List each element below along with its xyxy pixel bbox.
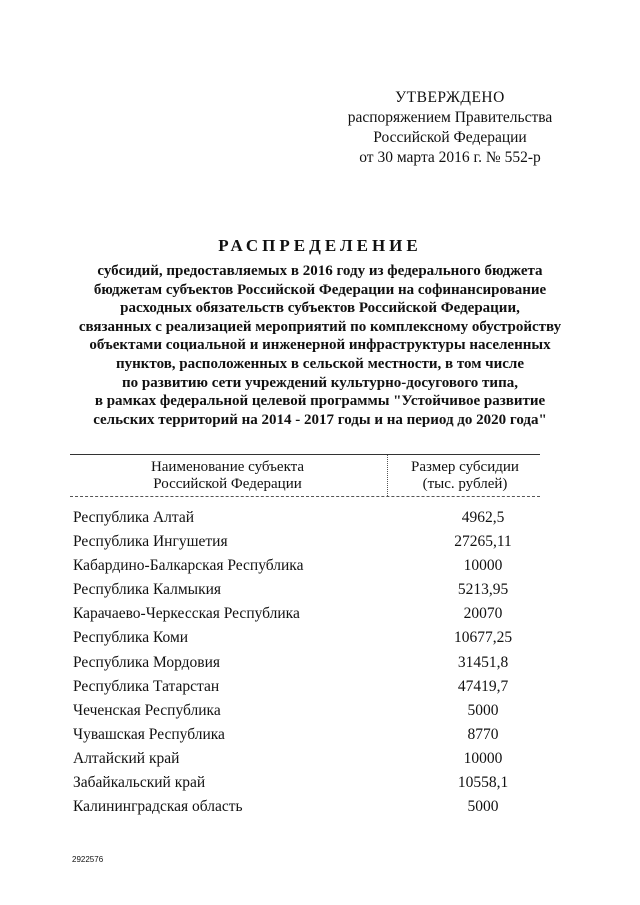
header-amount-line-2: (тыс. рублей)	[422, 476, 508, 492]
subtitle-line: субсидий, предоставляемых в 2016 году из федерального бюджета	[97, 263, 543, 279]
table-header	[70, 454, 540, 497]
table-row	[73, 533, 543, 557]
column-divider	[387, 455, 389, 496]
subsidy-amount: 47419,7	[457, 677, 509, 695]
subsidy-amount: 10000	[463, 749, 503, 767]
subtitle-line: расходных обязательств субъектов Российской Федерации,	[120, 300, 520, 317]
subsidy-amount: 8770	[467, 725, 499, 743]
subject-name: Забайкальский край	[73, 774, 206, 792]
footer-code: 2922576	[72, 855, 104, 864]
table-row	[73, 581, 543, 605]
header-amount-line-1: Размер субсидии	[411, 459, 519, 475]
subsidy-amount: 5000	[467, 701, 499, 719]
approval-line-2: Российской Федерации	[373, 129, 527, 146]
header-subject-line-1: Наименование субъекта	[150, 459, 305, 475]
table-row	[73, 605, 543, 629]
subtitle-line: сельских территорий на 2014 - 2017 годы и на период до 2020 года"	[93, 411, 547, 428]
subject-name: Кабардино-Балкарская Республика	[73, 557, 304, 575]
table-row	[73, 654, 543, 678]
subsidy-amount: 27265,11	[454, 533, 512, 551]
approval-line-1: распоряжением Правительства	[347, 109, 553, 126]
table-row	[73, 702, 543, 726]
subject-name: Республика Мордовия	[73, 653, 221, 671]
table-body	[73, 509, 543, 822]
subtitle-line: бюджетам субъектов Российской Федерации на софинансирование	[93, 281, 547, 298]
subsidy-amount: 5213,95	[457, 581, 509, 599]
subtitle-line: объектами социальной и инженерной инфраструктуры населенных	[89, 337, 551, 354]
subject-name: Алтайский край	[73, 749, 180, 767]
approval-stamp: УТВЕРЖДЕНО	[395, 89, 505, 106]
subtitle-line: связанных с реализацией мероприятий по комплексному обустройству	[78, 318, 562, 335]
header-amount-column	[390, 459, 540, 493]
table-row	[73, 678, 543, 702]
subject-name: Чувашская Республика	[73, 725, 225, 743]
table-row	[73, 509, 543, 533]
subsidy-amount: 10558,1	[457, 774, 509, 792]
subject-name: Республика Калмыкия	[73, 581, 222, 599]
subsidy-amount: 20070	[463, 605, 503, 623]
subject-name: Чеченская Республика	[73, 701, 221, 719]
subtitle-line: пунктов, расположенных в сельской местности, в том числе	[115, 355, 525, 372]
subject-name: Республика Ингушетия	[73, 533, 228, 551]
table-row	[73, 750, 543, 774]
subsidy-amount: 4962,5	[461, 509, 505, 526]
header-subject-column	[70, 459, 385, 493]
table-row	[73, 557, 543, 581]
table-row	[73, 798, 543, 822]
subsidy-amount: 10000	[463, 557, 503, 575]
subject-name: Калининградская область	[73, 798, 243, 816]
subsidy-amount: 5000	[467, 798, 499, 816]
subtitle-line: в рамках федеральной целевой программы "Устойчивое развитие	[94, 393, 546, 410]
subtitle-line: по развитию сети учреждений культурно-досугового типа,	[122, 374, 518, 391]
table-row	[73, 726, 543, 750]
table-row	[73, 774, 543, 798]
header-subject-line-2: Российской Федерации	[153, 476, 302, 492]
document-title: РАСПРЕДЕЛЕНИЕ	[218, 236, 422, 255]
subject-name: Карачаево-Черкесская Республика	[73, 605, 300, 623]
subject-name: Республика Татарстан	[73, 677, 220, 695]
approval-line-3: от 30 марта 2016 г. № 552-р	[359, 149, 541, 166]
document-subtitle	[40, 262, 600, 429]
subsidy-amount: 31451,8	[457, 653, 509, 671]
approval-block	[320, 88, 580, 168]
subject-name: Республика Алтай	[73, 509, 195, 526]
subject-name: Республика Коми	[73, 629, 189, 647]
subsidy-amount: 10677,25	[453, 629, 513, 647]
table-row	[73, 629, 543, 653]
